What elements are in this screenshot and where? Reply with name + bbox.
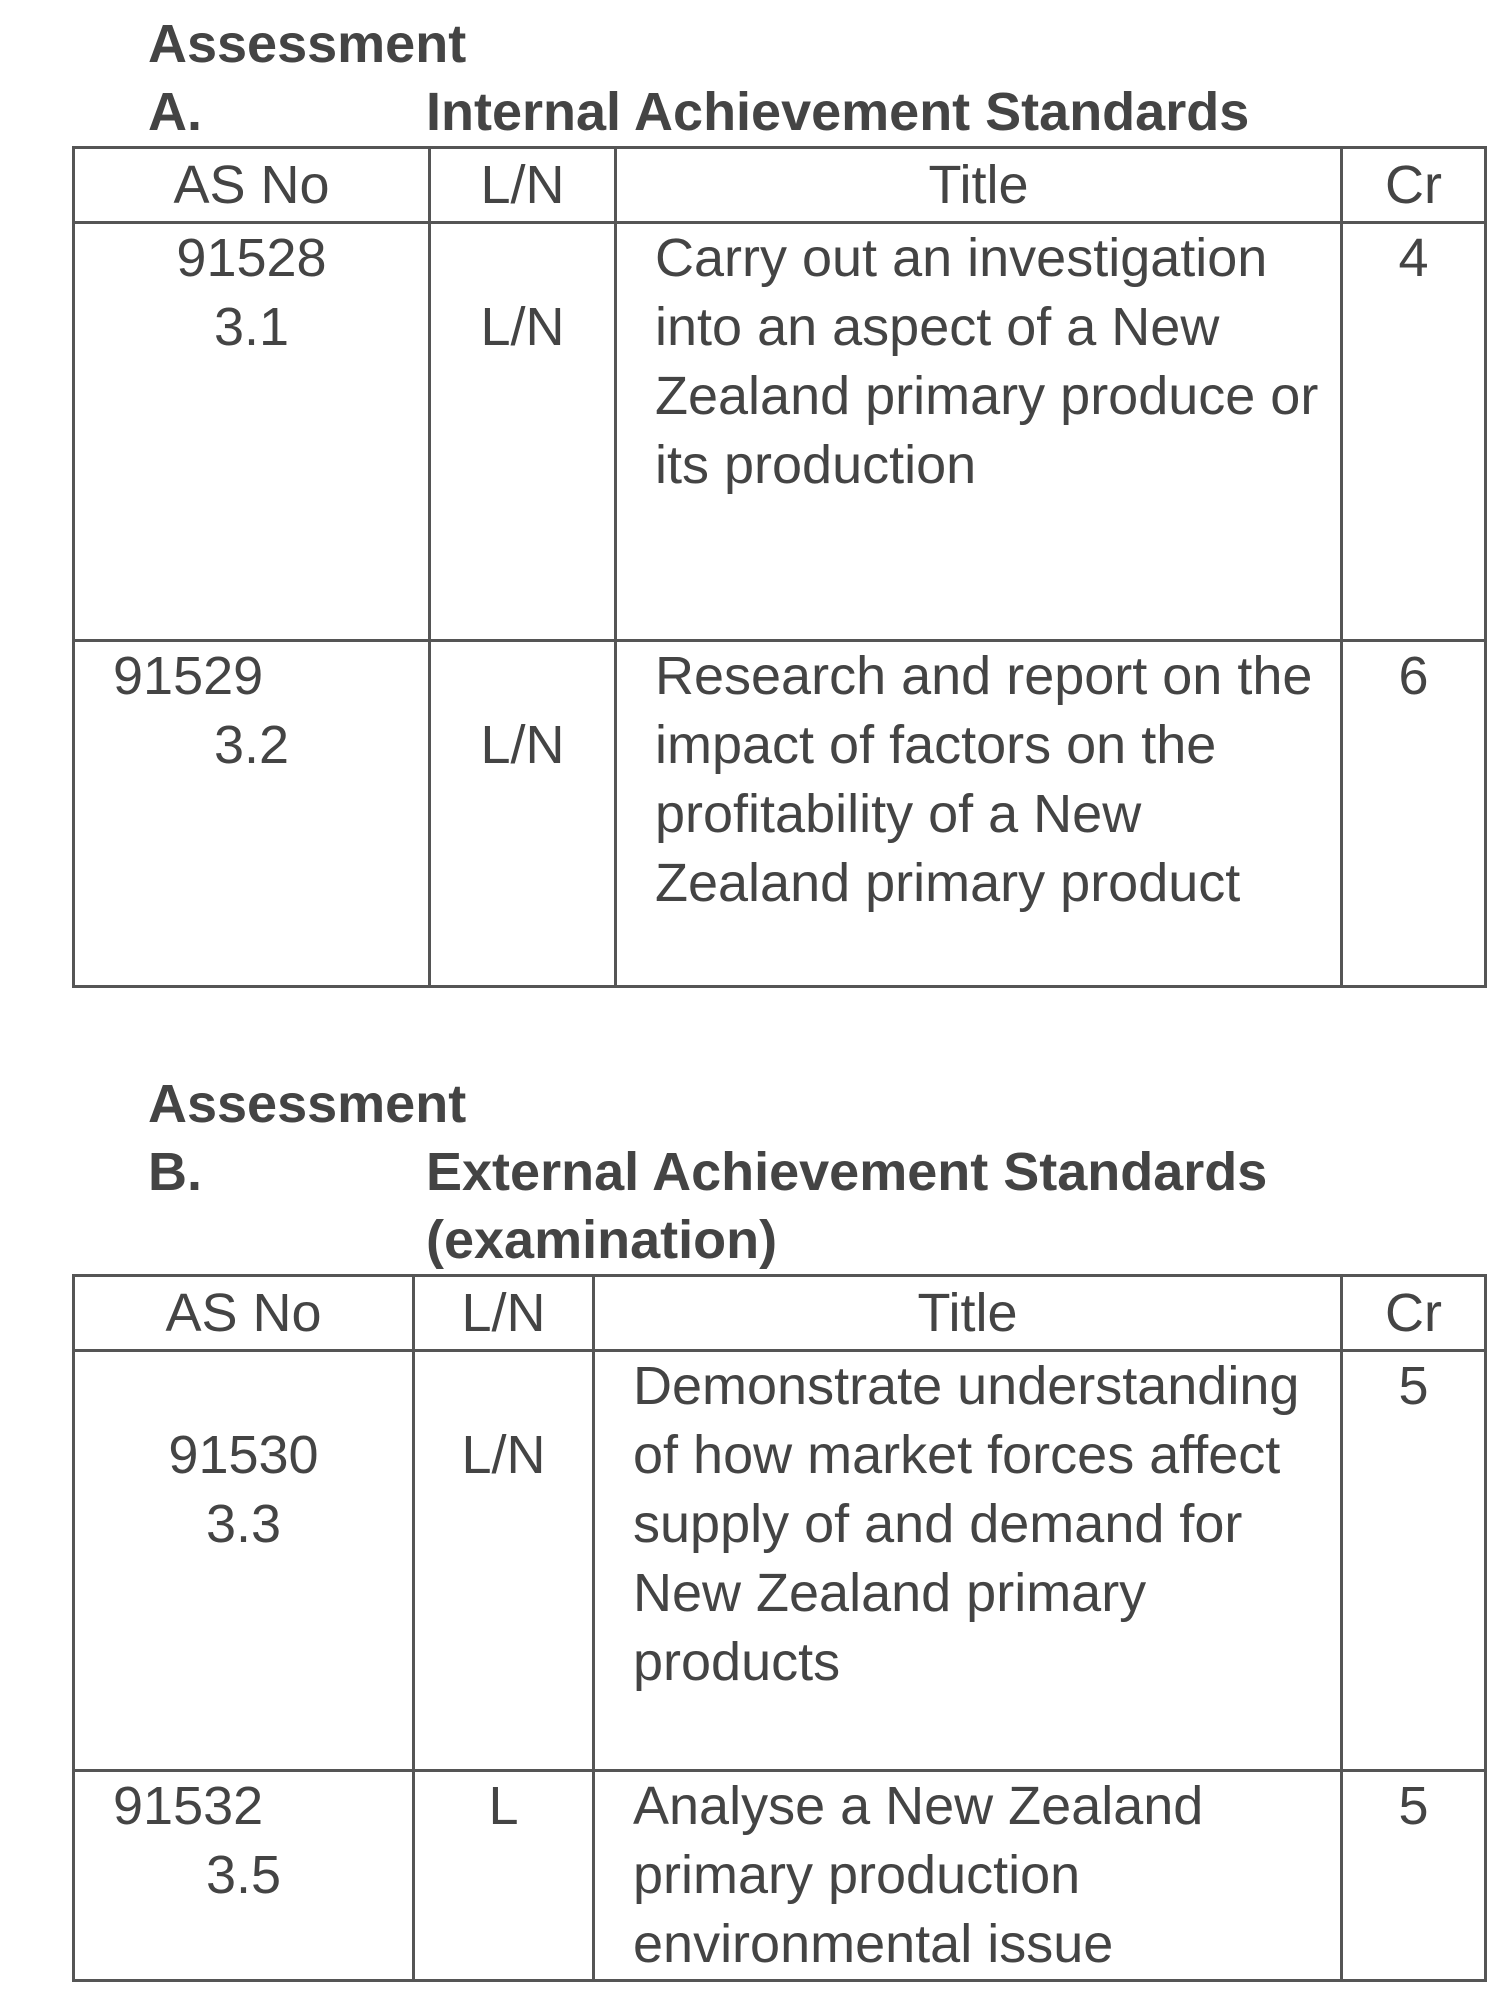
header-ln: L/N — [414, 1276, 594, 1351]
cr-cell: 6 — [1342, 641, 1486, 987]
header-cr: Cr — [1342, 1276, 1486, 1351]
cr-cell: 5 — [1342, 1771, 1486, 1981]
header-as-no: AS No — [74, 148, 430, 223]
table-row — [74, 1351, 1486, 1771]
ln-cell — [430, 641, 616, 987]
table-header-row — [74, 1276, 1486, 1351]
as-no-cell — [74, 1771, 414, 1981]
internal-standards-table — [72, 146, 1487, 988]
table-row — [74, 223, 1486, 641]
header-ln: L/N — [430, 148, 616, 223]
as-level: 3.2 — [213, 715, 290, 775]
cr-cell: 5 — [1342, 1351, 1486, 1771]
as-level: 3.5 — [205, 1845, 282, 1905]
ln-value: L/N — [461, 1425, 546, 1485]
title-cell: Analyse a New Zealand primary production environmental issue — [594, 1771, 1342, 1981]
as-number: 91528 — [176, 228, 327, 288]
ln-value: L — [488, 1776, 519, 1836]
as-no-cell — [74, 641, 430, 987]
title-cell: Research and report on the impact of factors on the profitability of a New Zealand primary product — [616, 641, 1342, 987]
as-number: 91532 — [113, 1776, 264, 1836]
section-b-heading: Assessment — [148, 1074, 467, 1134]
as-no-cell — [74, 223, 430, 641]
table-row — [74, 1771, 1486, 1981]
header-cr: Cr — [1342, 148, 1486, 223]
as-level: 3.1 — [213, 297, 290, 357]
section-a-heading: Assessment — [148, 14, 467, 74]
ln-cell — [430, 223, 616, 641]
header-title: Title — [616, 148, 1342, 223]
section-b-title-line2: (examination) — [426, 1210, 778, 1270]
header-as-no: AS No — [74, 1276, 414, 1351]
section-b-title-line1: External Achievement Standards — [426, 1142, 1268, 1202]
header-title: Title — [594, 1276, 1342, 1351]
as-level: 3.3 — [205, 1494, 282, 1554]
section-b-label: B. — [148, 1142, 202, 1202]
table-header-row — [74, 148, 1486, 223]
title-cell: Demonstrate understanding of how market forces affect supply of and demand for New Zealand primary products — [594, 1351, 1342, 1771]
cr-cell: 4 — [1342, 223, 1486, 641]
as-no-cell — [74, 1351, 414, 1771]
title-cell: Carry out an investigation into an aspect of a New Zealand primary produce or its production — [616, 223, 1342, 641]
ln-value: L/N — [480, 297, 565, 357]
section-a-label: A. — [148, 82, 202, 142]
ln-cell — [414, 1771, 594, 1981]
table-row — [74, 641, 1486, 987]
section-a-title: Internal Achievement Standards — [426, 82, 1250, 142]
external-standards-table — [72, 1274, 1487, 1982]
ln-value: L/N — [480, 715, 565, 775]
as-number: 91530 — [168, 1425, 319, 1485]
as-number: 91529 — [113, 646, 264, 706]
ln-cell — [414, 1351, 594, 1771]
